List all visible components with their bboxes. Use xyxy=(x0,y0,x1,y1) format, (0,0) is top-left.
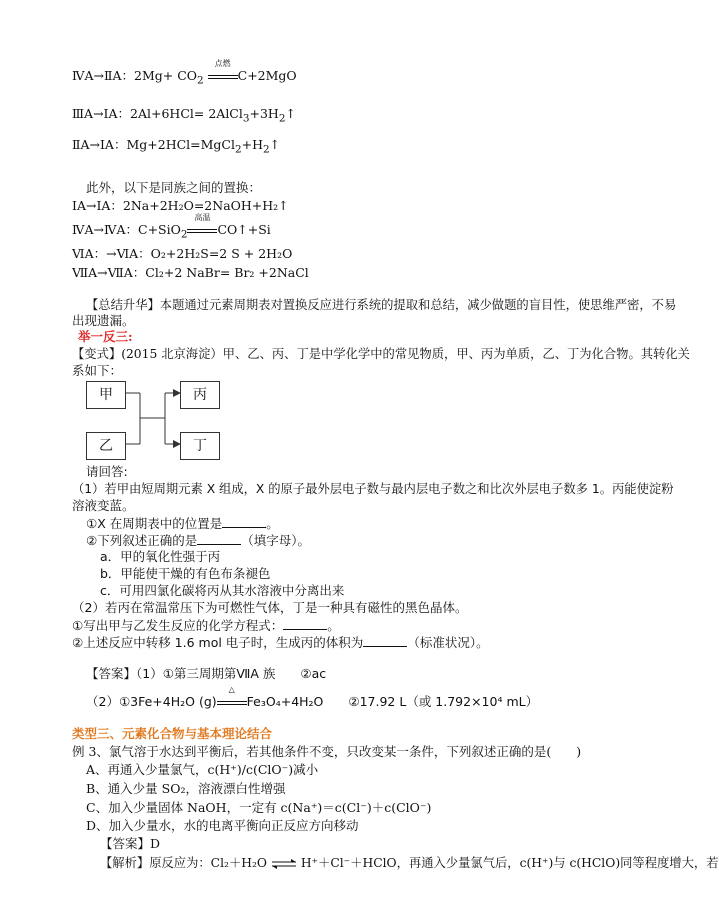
question-text-end: （填字母）。 xyxy=(241,533,310,548)
box-ding: 丁 xyxy=(180,432,220,460)
example3-stem: 例 3、氯气溶于水达到平衡后，若其他条件不变，只改变某一条件，下列叙述正确的是( ) xyxy=(72,744,582,759)
same-group-line-1: ⅠA→ⅠA：2Na+2H₂O=2NaOH+H₂↑ xyxy=(72,198,289,213)
reaction-3-left: ⅡA→ⅠA：Mg+2HCl=MgCl xyxy=(72,137,235,152)
example3-option-a: A、再通入少量氯气，c(H⁺)/c(ClO⁻)减小 xyxy=(86,762,319,777)
subscript: 2 xyxy=(235,143,242,156)
question-1-line-1: （1）若甲由短周期元素 X 组成，X 的原子最外层电子数与最内层电子数之和比次外层电子数多 1。丙能使淀粉 xyxy=(72,482,674,496)
reaction-1-products: C+2MgO xyxy=(237,68,297,83)
reaction-line-3 xyxy=(72,137,280,158)
answer-products: Fe₃O₄+4H₂O ②17.92 L（或 1.792×10⁴ mL） xyxy=(246,694,539,709)
question-2-1 xyxy=(72,617,340,634)
example3-answer: 【答案】D xyxy=(100,836,161,851)
question-1-1 xyxy=(86,515,279,532)
equilibrium-arrow-icon xyxy=(271,859,297,869)
punct: 。 xyxy=(266,516,279,531)
reaction-3-mid: +H xyxy=(241,137,263,152)
reaction-left: ⅣA→ⅣA：C+SiO xyxy=(72,222,181,237)
same-group-line-2 xyxy=(72,213,271,243)
question-text-end: （标准状况）。 xyxy=(407,635,489,650)
option-c: c．可用四氯化碳将丙从其水溶液中分离出来 xyxy=(100,583,345,598)
type3-heading: 类型三、元素化合物与基本理论结合 xyxy=(72,726,273,741)
answer-line-1: 【答案】（1）①第三周期第ⅦA 族 ②ac xyxy=(86,666,327,681)
answer-line-2 xyxy=(86,685,539,710)
subscript: 3 xyxy=(242,112,250,125)
example3-analysis xyxy=(100,855,719,871)
question-ask: 请回答: xyxy=(86,464,128,479)
punct: 。 xyxy=(327,618,340,633)
reaction-condition xyxy=(217,685,247,710)
gas-arrow: ↑ xyxy=(285,106,296,121)
reaction-right: CO↑+Si xyxy=(217,222,271,237)
condition-label: 点燃 xyxy=(214,59,231,68)
reaction-condition xyxy=(187,213,217,238)
gas-arrow: ↑ xyxy=(269,137,281,152)
same-group-line-3: ⅥA：→ⅥA：O₂+2H₂S=2 S + 2H₂O xyxy=(72,246,293,261)
same-group-line-4: ⅦA→ⅦA：Cl₂+2 NaBr= Br₂ +2NaCl xyxy=(72,265,309,280)
answer-blank[interactable] xyxy=(197,532,241,545)
box-yi: 乙 xyxy=(86,432,126,460)
reaction-2-left: ⅢA→ⅠA：2Al+6HCl= 2AlCl xyxy=(72,106,243,121)
summary-line-2: 出现遗漏。 xyxy=(72,313,135,328)
question-text: ①X 在周期表中的位置是 xyxy=(86,516,223,531)
question-1-2 xyxy=(86,532,310,549)
example3-option-c: C、加入少量固体 NaOH，一定有 c(Na⁺)＝c(Cl⁻)＋c(ClO⁻) xyxy=(86,800,432,815)
reaction-line-2 xyxy=(72,106,296,127)
reaction-line-1 xyxy=(72,59,297,89)
example3-option-b: B、通入少量 SO₂，溶液漂白性增强 xyxy=(86,781,286,796)
question-text: ①写出甲与乙发生反应的化学方程式： xyxy=(72,618,284,633)
same-group-intro: 此外，以下是同族之间的置换： xyxy=(86,180,262,195)
condition-label: 高温 xyxy=(194,213,211,222)
reaction-condition xyxy=(208,59,238,84)
question-text: ②上述反应中转移 1.6 mol 电子时，生成丙的体积为 xyxy=(72,635,364,650)
reaction-2-mid: +3H xyxy=(249,106,279,121)
reaction-1-subscript: 2 xyxy=(197,74,204,87)
analysis-text: 【解析】原反应为：Cl₂＋H₂O xyxy=(100,856,267,870)
box-jia: 甲 xyxy=(86,381,126,409)
variant-line-2: 系如下： xyxy=(72,363,123,378)
reaction-1-reactants: ⅣA→ⅡA：2Mg+ CO xyxy=(72,68,198,83)
box-bing: 丙 xyxy=(180,381,220,409)
question-text: ②下列叙述正确的是 xyxy=(86,533,198,548)
question-2-2 xyxy=(72,634,489,651)
subscript: 2 xyxy=(180,228,188,241)
condition-label: △ xyxy=(228,685,235,694)
subscript: 2 xyxy=(278,112,286,125)
question-2: （2）若丙在常温常压下为可燃性气体，丁是一种具有磁性的黑色晶体。 xyxy=(72,600,468,615)
answer-blank[interactable] xyxy=(222,515,266,528)
variant-line-1: 【变式】(2015 北京海淀）甲、乙、丙、丁是中学化学中的常见物质，甲、丙为单质，乙、丁为化合物。其转化关 xyxy=(72,347,690,361)
answer-blank[interactable] xyxy=(363,634,407,647)
summary-line-1: 【总结升华】本题通过元素周期表对置换反应进行系统的提取和总结，减少做题的盲目性，使思维严密，不易 xyxy=(86,298,677,312)
answer-reactants: （2）①3Fe+4H₂O (g) xyxy=(86,694,217,709)
question-1-line-2: 溶液变蓝。 xyxy=(72,498,135,513)
analysis-text-cont: H⁺＋Cl⁻＋HClO，再通入少量氯气后，c(H⁺)与 c(HClO)同等程度增大，若 xyxy=(300,856,719,870)
answer-blank[interactable] xyxy=(283,617,327,630)
subscript: 2 xyxy=(263,143,270,156)
example3-option-d: D、加入少量水，水的电离平衡向正反应方向移动 xyxy=(86,818,359,833)
option-b: b．甲能使干燥的有色布条褪色 xyxy=(100,566,271,581)
section-label-juyi: 举一反三: xyxy=(78,329,133,344)
option-a: a．甲的氧化性强于丙 xyxy=(100,549,221,564)
